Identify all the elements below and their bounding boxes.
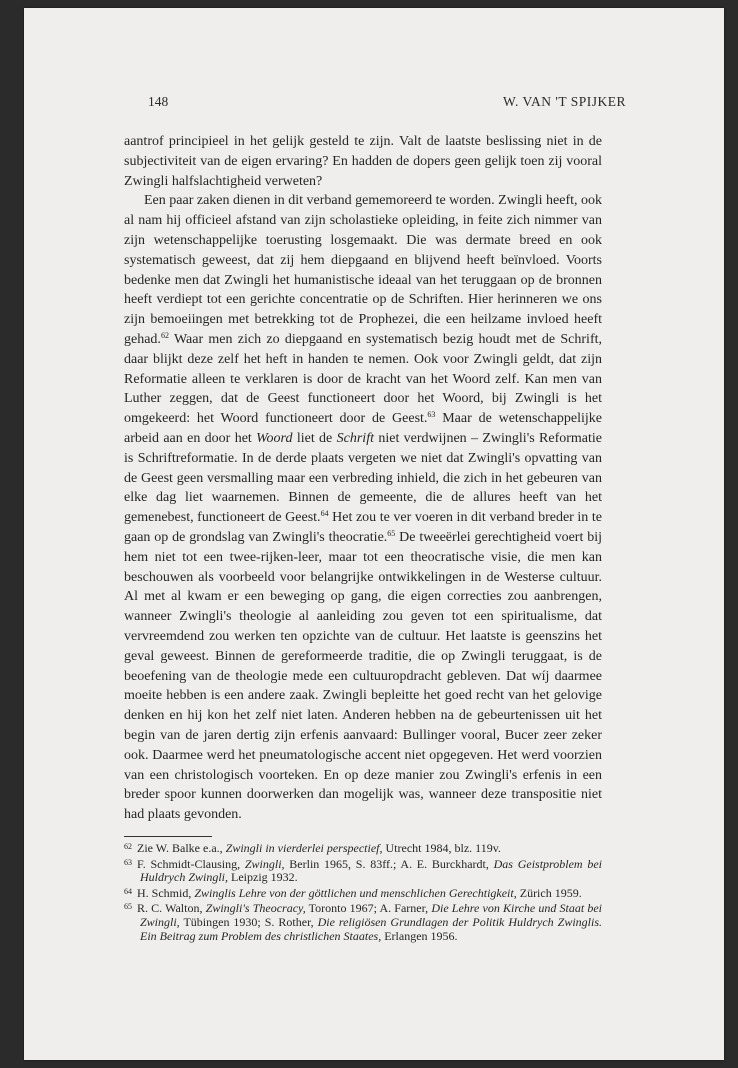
text-run: Het zou te ver voeren in dit verband breder in te gaan op de grondslag van Zwingli's theocratie. <box>124 510 602 545</box>
page-number: 148 <box>148 94 169 109</box>
footnote-63 <box>124 856 602 885</box>
footnote-ref-62: 62 <box>160 330 169 340</box>
footnote-title: Zwingli, <box>244 856 285 871</box>
footnote-text: R. C. Walton, <box>137 901 206 916</box>
footnote-text: Zie W. Balke e.a., <box>137 841 226 855</box>
footnote-ref-65: 65 <box>387 528 396 538</box>
footnote-number: 63 <box>124 857 132 867</box>
footnote-number: 65 <box>124 902 132 912</box>
footnote-65 <box>124 900 602 943</box>
paragraph <box>124 191 602 825</box>
page-header <box>148 94 626 114</box>
footnote-title: Die religiösen Grundlagen der Politik Huldrych Zwinglis. Ein Beitrag zum Problem des christlichen Staates, <box>140 914 603 943</box>
text-run: Een paar zaken dienen in dit verband gememoreerd te worden. Zwingli heeft, ook al nam hij officieel afstand van zijn scholastieke opleiding, in feite zich nimmer van zijn wetenschappelijke toerusting losgemaakt. Die was dermate breed en ook systematisch geweest, dat zij hem diepgaand en blijvend heeft beïnvloed. Voorts bedenke men dat Zwingli het humanistische ideaal van het teruggaan op de bronnen heeft verdiept tot een gerichte concentratie op de Schriften. Hier herinneren we ons zijn bemoeiingen met betrekking tot de Prophezei, die een heilzame invloed heeft gehad. <box>124 193 602 347</box>
footnote-title: Zwingli in vierderlei perspectief, <box>225 841 383 855</box>
footnote-text: F. Schmidt-Clausing, <box>137 856 245 871</box>
footnote-text: H. Schmid, <box>137 885 195 900</box>
running-head: W. VAN 'T SPIJKER <box>503 94 626 109</box>
text-run: niet verdwijnen – Zwingli's Reformatie is Schriftreformatie. In de derde plaats vergeten we niet dat Zwingli's opvatting van de Geest geen versmalling maar een verbreding inhield, die zich in het gebeuren van elke dag liet waarnemen. Binnen de gemeente, die de allures heeft van het gemenebest, functioneert de Geest. <box>124 430 602 526</box>
footnote-text: Utrecht 1984, blz. 119v. <box>382 841 501 855</box>
footnote-text: Tübingen 1930; S. Rother, <box>179 914 318 929</box>
footnote-text: Erlangen 1956. <box>381 928 458 943</box>
footnote-title: Das Geistproblem bei Huldrych Zwingli, <box>140 856 602 885</box>
footnotes <box>124 840 602 943</box>
body-text <box>124 132 602 825</box>
footnote-text: Leipzig 1932. <box>228 870 298 885</box>
footnote-text: Toronto 1967; A. Farner, <box>305 901 432 916</box>
footnote-text: Berlin 1965, S. 83ff.; A. E. Burckhardt, <box>284 856 494 871</box>
footnote-ref-64: 64 <box>320 509 329 519</box>
text-run: De tweeërlei gerechtigheid voert bij hem niet tot een twee-rijken-leer, maar tot een theocratische visie, die men kan beschouwen als voorbeeld voor belangrijke ontwikkelingen in de Westerse cultuur. Al met al kwam er een beweging op gang, die eigen correcties zou aanbrengen, wanneer Zwingli's theologie al aanleiding zou geven tot een spiritualisme, dat vervreemdend zou werken ten opzichte van de cultuur. Het laatste is geenszins het geval geweest. Binnen de gereformeerde traditie, die op Zwingli teruggaat, is de beoefening van de theologie mede een cultuuropdracht gebleven. Dat wíj daarmee moeite hebben is een andere zaak. Zwingli bepleitte het goed recht van het gelovige denken en hij kon het zelf niet laten. Anderen hebben na de gebeurtenissen uit het begin van de jaren dertig zijn erfenis aanvaard: Bullinger vooral, Bucer zeer zeker ook. Daarmee werd het pneumatologische accent niet opgegeven. Het werd voorzien van een christologisch voorteken. En op deze manier zou Zwingli's erfenis in een breder spoor kunnen doorwerken dan mogelijk was, wanneer deze transpositie niet had plaats gevonden. <box>124 529 603 823</box>
footnote-64 <box>124 885 602 901</box>
text-run: Waar men zich zo diepgaand en systematisch bezig houdt met de Schrift, daar blijkt deze zelf het heft in handen te nemen. Ook voor Zwingli geldt, dat zijn Reformatie alleen te verklaren is door de kracht van het Woord zelf. Kan men van Luther zeggen, dat de Geest functioneert door het Woord, bij Zwingli is het omgekeerd: het Woord functioneert door de Geest. <box>124 331 602 427</box>
footnote-ref-63: 63 <box>427 410 436 420</box>
footnote-title: Zwingli's Theocracy, <box>205 901 306 916</box>
footnote-title: Zwinglis Lehre von der göttlichen und menschlichen Gerechtigkeit, <box>194 885 517 900</box>
footnote-number: 64 <box>124 886 132 896</box>
text-run: liet de <box>292 430 337 446</box>
footnote-title: Die Lehre von Kirche und Staat bei Zwingli, <box>140 901 603 929</box>
footnote-text: Zürich 1959. <box>516 885 582 900</box>
footnote-rule <box>124 836 212 837</box>
paragraph: aantrof principieel in het gelijk gesteld te zijn. Valt de laatste beslissing niet in de subjectiviteit van de eigen ervaring? En hadden de dopers geen gelijk toen zij vooral Zwingli halfslachtigheid verweten? <box>124 134 602 189</box>
footnote-62 <box>124 840 602 856</box>
footnote-number: 62 <box>124 842 132 851</box>
text-run: Maar de wetenschappelijke arbeid aan en door het <box>124 411 602 446</box>
italic-term: Woord <box>256 430 293 446</box>
italic-term: Schrift <box>336 430 374 446</box>
